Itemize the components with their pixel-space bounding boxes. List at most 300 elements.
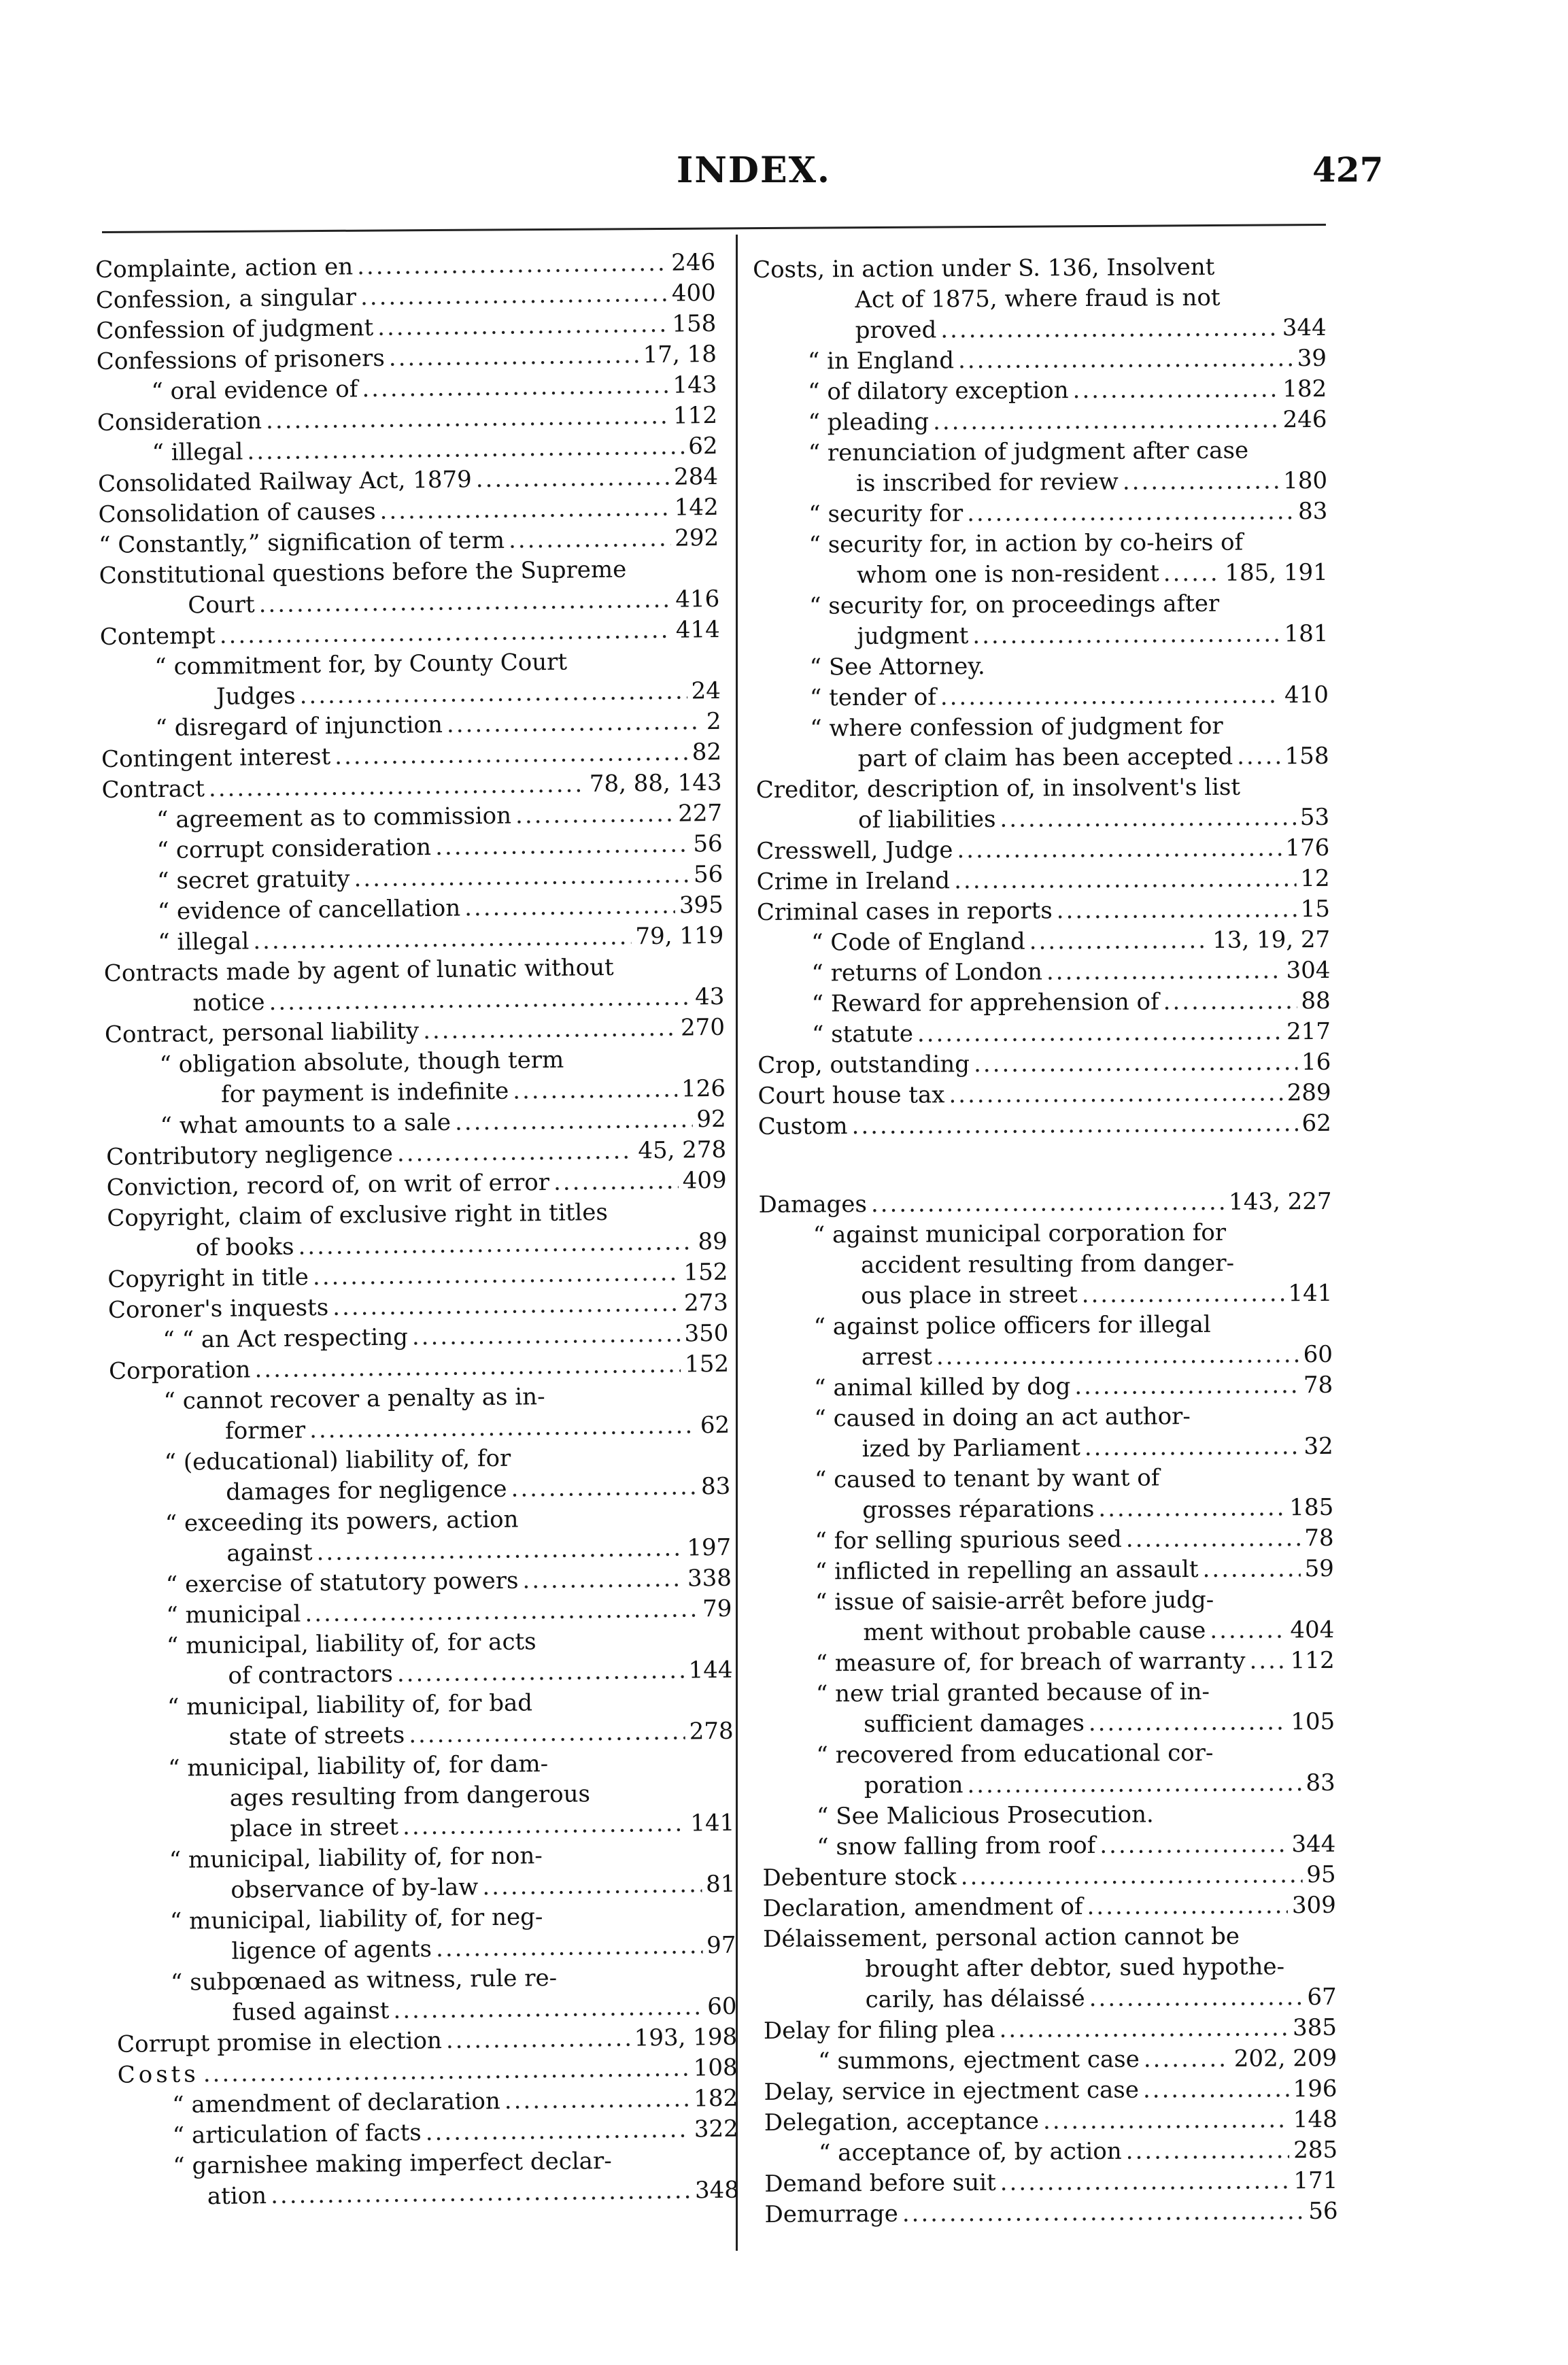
dot-leader [409, 1717, 685, 1751]
dot-leader [1072, 374, 1278, 406]
dot-leader [335, 737, 688, 772]
index-entry [762, 1646, 1335, 1680]
entry-label: sufficient damages [864, 1709, 1085, 1739]
index-entry [764, 2105, 1337, 2139]
entry-label: Delay, service in ejectment case [764, 2076, 1140, 2106]
entry-label: brought after debtor, sued hypothe- [865, 1953, 1285, 1984]
entry-pages: 88 [1301, 987, 1331, 1015]
entry-pages: 414 [675, 615, 721, 644]
entry-pages: 78 [1303, 1371, 1333, 1399]
entry-pages: 67 [1307, 1983, 1337, 2011]
index-entry [753, 252, 1326, 286]
index-entry [761, 1554, 1334, 1588]
entry-label: “ Reward for apprehension of [811, 988, 1159, 1018]
index-entry [762, 1707, 1335, 1741]
index-entry [764, 2196, 1337, 2230]
dot-leader [482, 1869, 702, 1903]
dot-leader [961, 1860, 1303, 1892]
entry-pages: 284 [673, 462, 719, 491]
entry-label: Judges [216, 682, 296, 711]
entry-label: “ obligation absolute, though term [159, 1046, 564, 1078]
index-entry [759, 1278, 1332, 1312]
dot-leader [299, 676, 687, 711]
dot-leader [1163, 558, 1221, 590]
entry-label: of liabilities [857, 805, 996, 834]
dot-leader [967, 496, 1294, 529]
entry-label: Demand before suit [764, 2168, 996, 2198]
dot-leader [1100, 1829, 1287, 1861]
entry-label: Consolidated Railway Act, 1879 [97, 466, 472, 498]
entry-pages: 83 [1306, 1769, 1335, 1797]
entry-pages: 270 [680, 1013, 726, 1042]
dot-leader [313, 1258, 680, 1293]
index-entry [755, 711, 1329, 745]
entry-pages: 43 [694, 983, 725, 1011]
entry-pages: 152 [683, 1258, 728, 1287]
index-entry [761, 1584, 1334, 1618]
entry-pages: 60 [1303, 1340, 1333, 1369]
index-entry [764, 1982, 1337, 2016]
entry-label: “ inflicted in repelling an assault [815, 1556, 1199, 1586]
entry-pages: 78, 88, 143 [589, 768, 722, 798]
entry-label: Crime in Ireland [756, 867, 951, 896]
entry-pages: 404 [1290, 1616, 1335, 1644]
index-entry [761, 1615, 1334, 1649]
entry-pages: 141 [690, 1809, 735, 1837]
entry-pages: 81 [705, 1870, 736, 1899]
index-entry [762, 1676, 1335, 1710]
entry-label: Costs, in action under S. 136, Insolvent [753, 253, 1215, 284]
entry-label: state of streets [228, 1721, 405, 1751]
dot-leader [397, 1136, 634, 1169]
index-entry [753, 313, 1327, 347]
entry-label: Damages [758, 1191, 868, 1219]
entry-label: “ issue of saisie-arrêt before judg- [815, 1586, 1214, 1616]
entry-label: of books [195, 1233, 294, 1262]
index-entry [754, 435, 1327, 469]
entry-label: “ tender of [809, 683, 936, 712]
entry-pages: 17, 18 [643, 340, 717, 369]
entry-pages: 180 [1283, 466, 1328, 495]
entry-pages: 181 [1284, 619, 1329, 648]
dot-leader [393, 1992, 703, 2026]
entry-label: Contempt [99, 622, 216, 651]
dot-leader [266, 401, 670, 437]
dot-leader [1144, 2044, 1230, 2075]
entry-label: “ security for, in action by co-heirs of [808, 528, 1244, 559]
dot-leader [522, 1564, 683, 1597]
index-entry [755, 649, 1329, 683]
entry-label: Copyright in title [107, 1263, 309, 1293]
dot-leader [219, 615, 672, 651]
dot-leader [269, 982, 691, 1018]
index-entry [763, 1952, 1336, 1986]
dot-leader [1087, 1890, 1288, 1922]
index-entry [756, 833, 1329, 867]
dot-leader [357, 248, 668, 283]
entry-label: “ municipal, liability of, for dam- [167, 1750, 549, 1782]
entry-label: of contractors [228, 1660, 394, 1690]
entry-label: “ of dilatory exception [808, 377, 1069, 406]
index-entry [760, 1523, 1333, 1557]
entry-pages: 182 [694, 2084, 738, 2113]
entry-label: “ exercise of statutory powers [165, 1567, 519, 1599]
entry-label: arrest [861, 1343, 933, 1372]
dot-leader [999, 2013, 1289, 2045]
entry-pages: 197 [687, 1533, 732, 1562]
entry-label: for payment is indefinite [220, 1077, 509, 1108]
entry-label: Act of 1875, where fraud is not [855, 284, 1221, 314]
entry-label: notice [192, 989, 265, 1017]
entry-label: “ (educational) liability of, for [164, 1444, 511, 1476]
entry-pages: 108 [693, 2054, 738, 2082]
dot-leader [553, 1166, 679, 1198]
entry-pages: 143, 227 [1228, 1187, 1332, 1216]
dot-leader [388, 340, 638, 373]
dot-leader [253, 921, 632, 957]
dot-leader [1163, 986, 1297, 1017]
entry-pages: 142 [674, 493, 719, 522]
entry-label: “ agreement as to commission [156, 802, 512, 834]
entry-label: “ against police officers for illegal [813, 1310, 1211, 1341]
dot-leader [1082, 1278, 1284, 1310]
entry-pages: 416 [675, 585, 720, 613]
dot-leader [1098, 1493, 1285, 1525]
header-rule [102, 224, 1326, 233]
entry-label: “ security for [808, 500, 964, 528]
entry-pages: 45, 278 [638, 1136, 727, 1165]
entry-label: “ Constantly,” signification of term [98, 526, 505, 559]
dot-leader [360, 279, 668, 313]
entry-label: whom one is non-resident [856, 560, 1159, 590]
entry-label: “ municipal, liability of, for neg- [169, 1903, 543, 1935]
entry-label: judgment [857, 622, 969, 651]
entry-label: Confessions of prisoners [96, 344, 386, 375]
dot-leader [940, 313, 1278, 345]
entry-pages: 83 [1297, 497, 1328, 526]
entry-pages: 409 [682, 1166, 727, 1195]
entry-label: “ municipal, liability of, for acts [166, 1628, 536, 1660]
index-entry [756, 802, 1329, 836]
entry-label: Corrupt promise in election [116, 2026, 443, 2058]
index-column-left [95, 248, 739, 2213]
entry-pages: 185 [1289, 1493, 1334, 1522]
dot-leader [851, 1108, 1297, 1142]
index-entry [757, 894, 1330, 928]
dot-leader [1000, 802, 1296, 835]
entry-label: “ See Attorney. [809, 652, 985, 681]
dot-leader [464, 891, 675, 924]
entry-label: Court [188, 591, 255, 619]
entry-pages: 12 [1300, 864, 1330, 893]
entry-pages: 15 [1300, 895, 1331, 923]
entry-pages: 273 [683, 1289, 729, 1317]
entry-pages: 144 [688, 1656, 733, 1684]
entry-label: Delay for filing plea [763, 2015, 995, 2045]
entry-label: “ municipal, liability of, for bad [167, 1689, 533, 1721]
entry-pages: 338 [687, 1564, 732, 1593]
entry-label: “ acceptance of, by action [818, 2137, 1122, 2167]
entry-label: Consideration [97, 407, 262, 437]
entry-pages: 176 [1285, 834, 1330, 862]
entry-pages: 62 [700, 1411, 730, 1440]
entry-pages: 158 [672, 309, 717, 338]
dot-leader [1237, 741, 1281, 772]
index-entry [760, 1370, 1333, 1404]
entry-label: ligence of agents [231, 1935, 432, 1965]
index-entry [753, 405, 1327, 439]
entry-pages: 400 [671, 279, 716, 307]
entry-pages: 158 [1284, 742, 1329, 770]
dot-leader [1043, 2105, 1289, 2137]
dot-leader [455, 1104, 693, 1138]
entry-pages: 56 [1308, 2197, 1338, 2226]
entry-pages: 350 [684, 1319, 729, 1348]
entry-pages: 246 [1282, 405, 1327, 434]
dot-leader [271, 2176, 691, 2212]
index-entry [762, 1799, 1335, 1833]
entry-pages: 148 [1293, 2105, 1337, 2134]
index-entry [754, 466, 1327, 500]
index-entry [762, 1737, 1335, 1771]
entry-pages: 348 [694, 2176, 740, 2205]
index-entry [763, 1921, 1336, 1955]
entry-label: “ exceeding its powers, action [165, 1505, 519, 1537]
entry-label: Declaration, amendment of [762, 1893, 1083, 1922]
index-entry [757, 1017, 1331, 1051]
entry-pages: 92 [696, 1105, 726, 1134]
entry-pages: 95 [1306, 1860, 1336, 1889]
dot-leader [972, 619, 1280, 651]
entry-pages: 385 [1292, 2013, 1337, 2042]
entry-label: “ recovered from educational cor- [816, 1739, 1214, 1769]
entry-pages: 185, 191 [1225, 558, 1328, 587]
dot-leader [333, 1289, 680, 1323]
entry-pages: 182 [1282, 375, 1327, 403]
entry-label: Conviction, record of, on writ of error [106, 1168, 550, 1202]
entry-pages: 246 [671, 248, 716, 277]
dot-leader [403, 1809, 687, 1843]
entry-label: Demurrage [764, 2200, 898, 2228]
dot-leader [515, 799, 675, 832]
dot-leader [967, 1768, 1301, 1801]
dot-leader [1249, 1646, 1286, 1676]
entry-pages: 39 [1297, 344, 1327, 373]
dot-leader [958, 343, 1293, 376]
entry-label: “ statute [811, 1020, 914, 1049]
entry-label: “ caused to tenant by want of [814, 1464, 1160, 1494]
index-entry [764, 2135, 1337, 2169]
entry-pages: 16 [1301, 1048, 1331, 1076]
entry-label: “ municipal, liability of, for non- [169, 1842, 543, 1874]
entry-pages: 83 [700, 1472, 731, 1501]
entry-pages: 278 [689, 1717, 734, 1746]
dot-leader [1123, 466, 1280, 497]
entry-label: Contract [101, 775, 205, 804]
entry-label: “ Code of England [811, 928, 1025, 957]
entry-pages: 56 [693, 860, 723, 889]
dot-leader [436, 1930, 703, 1964]
index-entry [757, 1047, 1331, 1081]
entry-label: “ illegal [158, 928, 250, 956]
index-entry [755, 680, 1329, 714]
entry-pages: 202, 209 [1233, 2044, 1337, 2073]
dot-leader [1074, 1370, 1299, 1402]
entry-label: “ what amounts to a sale [160, 1108, 451, 1140]
entry-pages: 309 [1291, 1891, 1336, 1920]
entry-pages: 344 [1282, 313, 1327, 342]
entry-pages: 62 [687, 432, 718, 460]
dot-leader [974, 1047, 1297, 1080]
entry-pages: 2 [706, 707, 721, 736]
entry-pages: 285 [1293, 2136, 1338, 2164]
entry-label: Custom [757, 1112, 848, 1140]
page-title: INDEX. [677, 150, 832, 191]
entry-pages: 78 [1304, 1524, 1334, 1552]
index-entry [755, 619, 1328, 653]
index-entry [760, 1462, 1333, 1496]
section-gap [758, 1139, 1331, 1190]
dot-leader [1089, 1707, 1287, 1739]
index-entry [757, 925, 1330, 959]
index-entry [760, 1431, 1333, 1465]
dot-leader [511, 1471, 697, 1504]
dot-leader [940, 680, 1280, 713]
index-entry [754, 527, 1327, 561]
entry-pages: 32 [1303, 1432, 1333, 1461]
entry-label: “ disregard of injunction [155, 711, 443, 742]
entry-label: against [226, 1539, 313, 1567]
entry-label: Consolidation of causes [98, 497, 376, 528]
entry-pages: 217 [1286, 1017, 1331, 1046]
entry-label: ized by Parliament [862, 1434, 1080, 1463]
entry-label: “ where confession of judgment for [810, 712, 1223, 743]
entry-pages: 24 [691, 677, 721, 705]
page-header [0, 150, 1568, 204]
index-entry [760, 1340, 1333, 1374]
entry-label: place in street [230, 1813, 399, 1843]
entry-label: ages resulting from dangerous [229, 1780, 591, 1812]
dot-leader [957, 833, 1281, 866]
entry-label: “ measure of, for breach of warranty [815, 1647, 1246, 1678]
dot-leader [1143, 2074, 1289, 2105]
dot-leader [1046, 955, 1282, 987]
index-entry [753, 282, 1326, 316]
entry-label: Contributory negligence [105, 1140, 394, 1171]
entry-label: “ municipal [166, 1600, 301, 1629]
entry-pages: 143 [672, 371, 717, 399]
dot-leader [871, 1187, 1225, 1220]
dot-leader [258, 585, 671, 620]
entry-label: Debenture stock [762, 1863, 957, 1892]
dot-leader [509, 524, 671, 556]
entry-pages: 289 [1286, 1078, 1331, 1107]
dot-leader [1089, 1982, 1303, 2014]
entry-pages: 82 [692, 738, 722, 766]
entry-label: Contracts made by agent of lunatic without [103, 953, 614, 987]
dot-leader [447, 707, 702, 741]
entry-label: “ cannot recover a penalty as in- [163, 1383, 545, 1415]
entry-pages: 322 [694, 2115, 738, 2143]
dot-leader [936, 1340, 1299, 1372]
index-entry [760, 1401, 1333, 1435]
entry-label: Contingent interest [101, 743, 331, 773]
entry-label: Copyright, claim of exclusive right in titles [107, 1198, 609, 1232]
index-entry [755, 588, 1328, 622]
entry-label: “ secret gratuity [157, 865, 350, 895]
dot-leader [425, 2115, 690, 2149]
entry-label: “ snow falling from roof [817, 1831, 1096, 1861]
entry-label: Cresswell, Judge [756, 836, 953, 865]
index-entry [753, 374, 1327, 408]
index-entry [762, 1768, 1335, 1802]
entry-label: Delegation, acceptance [764, 2107, 1040, 2137]
dot-leader [298, 1227, 694, 1262]
dot-leader [305, 1594, 698, 1629]
index-entry [759, 1217, 1332, 1251]
entry-label: observance of by-law [231, 1873, 479, 1904]
entry-pages: 227 [677, 799, 723, 828]
entry-label: “ new trial granted because of in- [815, 1678, 1210, 1708]
dot-leader [247, 431, 684, 467]
entry-label: Confession, a singular [95, 284, 357, 314]
entry-label: “ commitment for, by County Court [154, 648, 568, 681]
dot-leader [397, 1656, 685, 1690]
index-entry [758, 1108, 1331, 1142]
dot-leader [412, 1319, 681, 1353]
index-entry [757, 955, 1330, 989]
index-entry [762, 1860, 1335, 1894]
index-entry [759, 1248, 1332, 1282]
entry-pages: 344 [1291, 1830, 1336, 1858]
index-entry [762, 1829, 1335, 1863]
dot-leader [1029, 925, 1209, 957]
entry-label: “ renunciation of judgment after case [808, 437, 1249, 467]
dot-leader [1057, 894, 1297, 926]
entry-label: Délaissement, personal action cannot be [763, 1922, 1240, 1953]
entry-label: Complainte, action en [95, 253, 354, 284]
entry-pages: 112 [672, 401, 718, 430]
dot-leader [505, 2084, 690, 2117]
entry-label: “ pleading [808, 408, 930, 437]
entry-pages: 410 [1284, 681, 1329, 709]
entry-pages: 152 [684, 1350, 730, 1378]
index-entry [764, 2074, 1337, 2108]
entry-label: Coroner's inquests [107, 1293, 329, 1324]
entry-label: “ oral evidence of [151, 375, 358, 406]
index-entry [760, 1493, 1333, 1527]
entry-label: Criminal cases in reports [756, 897, 1053, 926]
dot-leader [949, 1078, 1283, 1110]
index-entry [764, 2043, 1337, 2077]
entry-pages: 79, 119 [635, 921, 724, 951]
entry-label: poration [864, 1771, 964, 1800]
entry-pages: 193, 198 [634, 2023, 738, 2052]
dot-leader [423, 1013, 677, 1047]
entry-label: Contract, personal liability [104, 1017, 420, 1049]
entry-label: Court house tax [757, 1081, 945, 1110]
dot-leader [902, 2196, 1305, 2230]
entry-label: damages for negligence [226, 1475, 507, 1506]
dot-leader [1126, 2135, 1290, 2166]
dot-leader [254, 1350, 681, 1386]
index-entry [757, 1078, 1331, 1112]
entry-pages: 112 [1290, 1646, 1335, 1675]
entry-label: proved [855, 316, 937, 345]
entry-pages: 395 [679, 891, 723, 919]
entry-pages: 304 [1286, 956, 1331, 985]
entry-label: “ in England [807, 347, 955, 375]
